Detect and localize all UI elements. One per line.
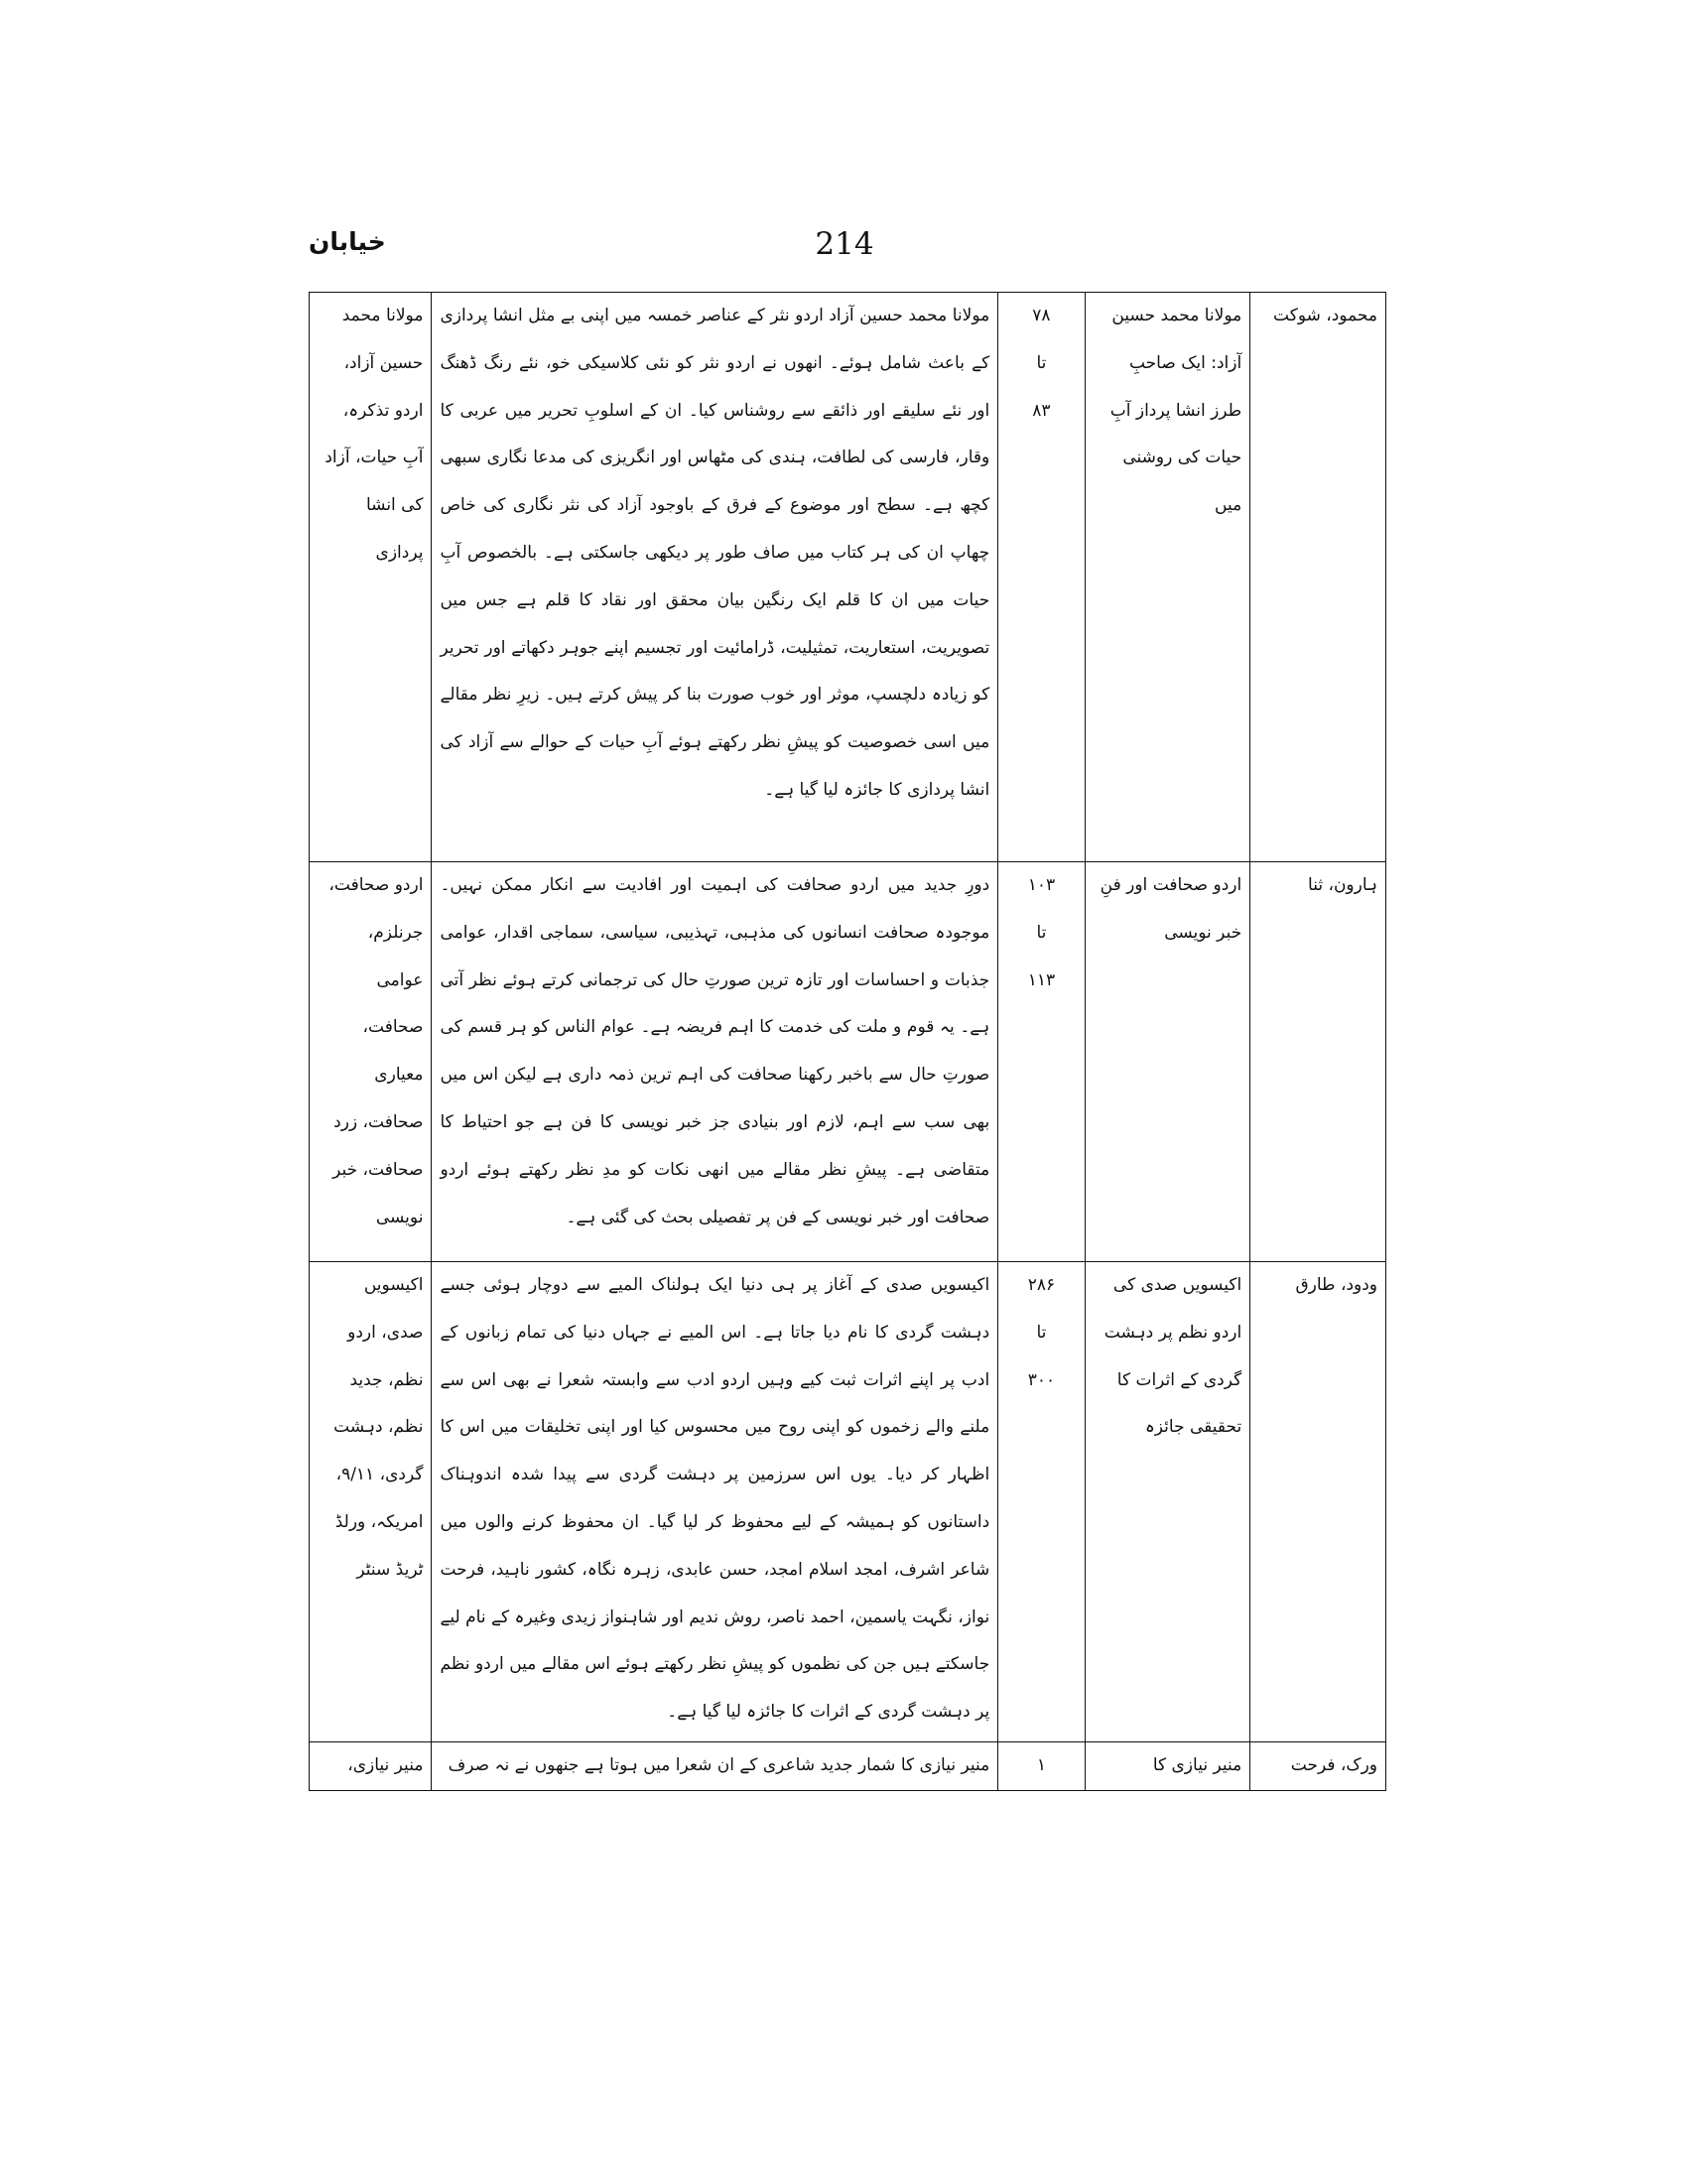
journal-name: خیابان [309,227,386,256]
pages-cell [998,1262,1085,1742]
abstract-cell: دورِ جدید میں اردو صحافت کی اہمیت اور افادیت سے انکار ممکن نہیں۔ موجودہ صحافت انسانوں کی مذہبی، تہذیبی، سیاسی، سماجی اقدار، عوامی جذبات و احساسات اور تازہ ترین صورتِ حال کی ترجمانی کرتے ہوئے نظر آتی ہے۔ یہ قوم و ملت کی خدمت کا اہم فریضہ ہے۔ عوام الناس کو ہر قسم کی صورتِ حال سے باخبر رکھنا صحافت کی اہم ترین ذمہ داری ہے لیکن اس میں بھی سب سے اہم، لازم اور بنیادی جز خبر نویسی کا فن ہے جو احتیاط کا متقاضی ہے۔ پیشِ نظر مقالے میں انھی نکات کو مدِ نظر رکھتے ہوئے اردو صحافت اور خبر نویسی کے فن پر تفصیلی بحث کی گئی ہے۔ [432,862,998,1262]
title-cell: اکیسویں صدی کی اردو نظم پر دہشت گردی کے اثرات کا تحقیقی جائزہ [1085,1262,1250,1742]
keywords-cell: اردو صحافت، جرنلزم، عوامی صحافت، معیاری صحافت، زرد صحافت، خبر نویسی [310,862,432,1262]
author-cell: ورک، فرحت [1250,1742,1386,1791]
table-row [310,293,1386,862]
pages-cell [998,1742,1085,1791]
page-from: ۱ [1036,1755,1046,1775]
keywords-cell: مولانا محمد حسین آزاد، اردو تذکرہ، آبِ حیات، آزاد کی انشا پردازی [310,293,432,862]
author-cell: ہارون، ثنا [1250,862,1386,1262]
abstract-cell: اکیسویں صدی کے آغاز پر ہی دنیا ایک ہولناک المیے سے دوچار ہوئی جسے دہشت گردی کا نام دیا جاتا ہے۔ اس المیے نے جہاں دنیا کی تمام زبانوں کے ادب پر اپنے اثرات ثبت کیے وہیں اردو ادب سے وابستہ شعرا نے بھی اس سے ملنے والے زخموں کو اپنی روح میں محسوس کیا اور اپنی تخلیقات میں اس کا اظہار کر دیا۔ یوں اس سرزمین پر دہشت گردی سے پیدا شدہ اندوہناک داستانوں کو ہمیشہ کے لیے محفوظ کر لیا گیا۔ ان محفوظ کرنے والوں میں شاعر اشرف، امجد اسلام امجد، حسن عابدی، زہرہ نگاہ، کشور ناہید، فرحت نواز، نگہت یاسمین، احمد ناصر، روش ندیم اور شاہنواز زیدی وغیرہ کے نام لیے جاسکتے ہیں جن کی نظموں کو پیشِ نظر رکھتے ہوئے اس مقالے میں اردو نظم پر دہشت گردی کے اثرات کا جائزہ لیا گیا ہے۔ [432,1262,998,1742]
page-to: ۸۳ [1032,400,1051,421]
page-sep: تا [1036,922,1047,943]
page-from: ۷۸ [1032,306,1051,325]
abstract-cell: منیر نیازی کا شمار جدید شاعری کے ان شعرا میں ہوتا ہے جنھوں نے نہ صرف [432,1742,998,1791]
table-row [310,862,1386,1262]
page-from: ۲۸۶ [1027,1275,1056,1295]
author-cell: محمود، شوکت [1250,293,1386,862]
page-from: ۱۰۳ [1027,875,1056,895]
keywords-cell: منیر نیازی، [310,1742,432,1791]
table-row [310,1742,1386,1791]
abstract-cell: مولانا محمد حسین آزاد اردو نثر کے عناصر خمسہ میں اپنی بے مثل انشا پردازی کے باعث شامل ہوئے۔ انھوں نے اردو نثر کو نئی کلاسیکی خو، نئے رنگ ڈھنگ اور نئے سلیقے اور ذائقے سے روشناس کیا۔ ان کے اسلوبِ تحریر میں عربی کا وقار، فارسی کی لطافت، ہندی کی مٹھاس اور انگریزی کی مدعا نگاری سبھی کچھ ہے۔ سطح اور موضوع کے فرق کے باوجود آزاد کی نثر نگاری کی خاص چھاپ ان کی ہر کتاب میں صاف طور پر دیکھی جاسکتی ہے۔ بالخصوص آبِ حیات میں ان کا قلم ایک رنگین بیان محقق اور نقاد کا قلم ہے جس میں تصویریت، استعاریت، تمثیلیت، ڈرامائیت اور تجسیم اپنے جوہر دکھاتے اور تحریر کو زیادہ دلچسپ، موثر اور خوب صورت بنا کر پیش کرتے ہیں۔ زیرِ نظر مقالے میں اسی خصوصیت کو پیشِ نظر رکھتے ہوئے آبِ حیات کے حوالے سے آزاد کی انشا پردازی کا جائزہ لیا گیا ہے۔ [432,293,998,862]
page-number: 214 [815,226,874,262]
page-to: ۳۰۰ [1027,1369,1056,1390]
title-cell: اردو صحافت اور فنِ خبر نویسی [1085,862,1250,1262]
keywords-cell: اکیسویں صدی، اردو نظم، جدید نظم، دہشت گردی، ۹/۱۱، امریکہ، ورلڈ ٹریڈ سنٹر [310,1262,432,1742]
page-sep: تا [1036,352,1047,373]
page-sep: تا [1036,1322,1047,1343]
pages-cell [998,862,1085,1262]
title-cell: منیر نیازی کا [1085,1742,1250,1791]
table-row [310,1262,1386,1742]
title-cell: مولانا محمد حسین آزاد: ایک صاحبِ طرز انشا پرداز آبِ حیات کی روشنی میں [1085,293,1250,862]
pages-cell [998,293,1085,862]
article-index-table [309,292,1386,1791]
page-to: ۱۱۳ [1027,969,1056,990]
author-cell: ودود، طارق [1250,1262,1386,1742]
